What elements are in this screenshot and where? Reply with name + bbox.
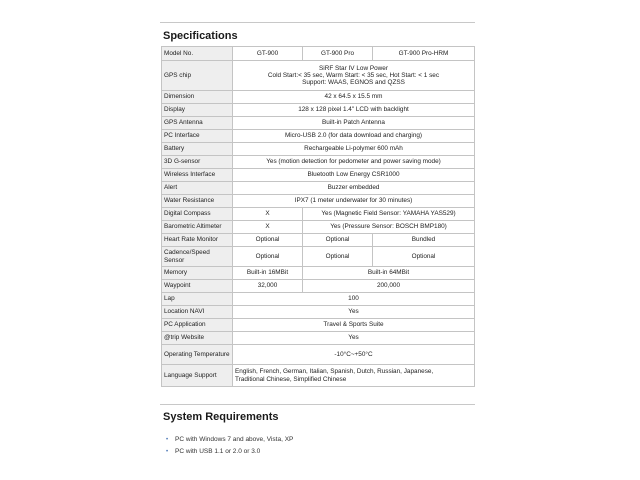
table-row	[162, 117, 475, 130]
language-line: Traditional Chinese, Simplified Chinese	[235, 375, 347, 383]
spec-value-cadence: Optional	[303, 247, 373, 267]
spec-value-water: IPX7 (1 meter underwater for 30 minutes)	[233, 195, 475, 208]
requirements-list	[166, 434, 293, 458]
spec-value-lap: 100	[233, 293, 475, 306]
spec-value-waypoint-pro: 200,000	[303, 280, 475, 293]
top-divider	[160, 22, 475, 23]
spec-label-g-sensor: 3D G-sensor	[162, 156, 233, 169]
spec-value-compass-base: X	[233, 208, 303, 221]
spec-value-language	[233, 365, 475, 387]
table-row	[162, 130, 475, 143]
spec-label-display: Display	[162, 104, 233, 117]
gps-chip-line: SiRF Star IV Low Power	[319, 64, 388, 72]
bullet-icon: •	[166, 449, 169, 455]
spec-value-waypoint-base: 32,000	[233, 280, 303, 293]
spec-label-language: Language Support	[162, 365, 233, 387]
table-row	[162, 208, 475, 221]
spec-value-compass-pro: Yes (Magnetic Field Sensor: YAMAHA YAS529)	[303, 208, 475, 221]
spec-label-pc-app: PC Application	[162, 319, 233, 332]
model-gt900-pro: GT-900 Pro	[303, 47, 373, 61]
spec-label-dimension: Dimension	[162, 91, 233, 104]
table-row	[162, 47, 475, 61]
table-row	[162, 169, 475, 182]
table-row	[162, 247, 475, 267]
spec-value-website: Yes	[233, 332, 475, 345]
table-row	[162, 104, 475, 117]
spec-value-g-sensor: Yes (motion detection for pedometer and power saving mode)	[233, 156, 475, 169]
spec-value-memory-base: Built-in 16MBit	[233, 267, 303, 280]
table-row	[162, 221, 475, 234]
spec-label-model: Model No.	[162, 47, 233, 61]
spec-label-memory: Memory	[162, 267, 233, 280]
spec-value-alert: Buzzer embedded	[233, 182, 475, 195]
table-row	[162, 332, 475, 345]
model-gt900: GT-900	[233, 47, 303, 61]
spec-value-wireless: Bluetooth Low Energy CSR1000	[233, 169, 475, 182]
specifications-table	[161, 46, 475, 387]
spec-value-display: 128 x 128 pixel 1.4" LCD with backlight	[233, 104, 475, 117]
spec-value-dimension: 42 x 64.5 x 15.5 mm	[233, 91, 475, 104]
table-row	[162, 195, 475, 208]
spec-value-temperature: -10°C~+50°C	[233, 345, 475, 365]
spec-value-altimeter-pro: Yes (Pressure Sensor: BOSCH BMP180)	[303, 221, 475, 234]
spec-label-cadence: Cadence/Speed Sensor	[162, 247, 233, 267]
spec-label-waypoint: Waypoint	[162, 280, 233, 293]
spec-value-heart-rate: Bundled	[373, 234, 475, 247]
table-row	[162, 293, 475, 306]
spec-value-pc-app: Travel & Sports Suite	[233, 319, 475, 332]
spec-label-website: @trip Website	[162, 332, 233, 345]
spec-value-altimeter-base: X	[233, 221, 303, 234]
system-requirements-heading: System Requirements	[163, 411, 279, 423]
section-divider	[160, 404, 475, 405]
spec-label-lap: Lap	[162, 293, 233, 306]
spec-value-pc-interface: Micro-USB 2.0 (for data download and charging)	[233, 130, 475, 143]
spec-value-gps-antenna: Built-in Patch Antenna	[233, 117, 475, 130]
spec-label-heart-rate: Heart Rate Monitor	[162, 234, 233, 247]
list-item	[166, 434, 293, 446]
spec-value-memory-pro: Built-in 64MBit	[303, 267, 475, 280]
spec-label-navi: Location NAVI	[162, 306, 233, 319]
table-row	[162, 182, 475, 195]
spec-label-temperature: Operating Temperature	[162, 345, 233, 365]
spec-label-pc-interface: PC Interface	[162, 130, 233, 143]
spec-value-cadence: Optional	[233, 247, 303, 267]
spec-value-gps-chip	[233, 61, 475, 91]
spec-label-compass: Digital Compass	[162, 208, 233, 221]
gps-chip-line: Support: WAAS, EGNOS and QZSS	[302, 79, 405, 87]
gps-chip-line: Cold Start:< 35 sec, Warm Start: < 35 sec, Hot Start: < 1 sec	[267, 71, 440, 79]
spec-value-heart-rate: Optional	[233, 234, 303, 247]
spec-label-gps-chip: GPS chip	[162, 61, 233, 91]
spec-value-heart-rate: Optional	[303, 234, 373, 247]
list-item	[166, 446, 293, 458]
spec-value-navi: Yes	[233, 306, 475, 319]
table-row	[162, 345, 475, 365]
spec-label-alert: Alert	[162, 182, 233, 195]
table-row	[162, 319, 475, 332]
table-row	[162, 91, 475, 104]
spec-value-cadence: Optional	[373, 247, 475, 267]
table-row	[162, 156, 475, 169]
spec-label-gps-antenna: GPS Antenna	[162, 117, 233, 130]
model-gt900-pro-hrm: GT-900 Pro-HRM	[373, 47, 475, 61]
table-row	[162, 280, 475, 293]
table-row	[162, 234, 475, 247]
table-row	[162, 143, 475, 156]
requirement-text: PC with USB 1.1 or 2.0 or 3.0	[175, 448, 261, 455]
bullet-icon: •	[166, 437, 169, 443]
spec-label-wireless: Wireless Interface	[162, 169, 233, 182]
table-row	[162, 306, 475, 319]
requirement-text: PC with Windows 7 and above, Vista, XP	[175, 436, 294, 443]
table-row	[162, 61, 475, 91]
spec-label-battery: Battery	[162, 143, 233, 156]
table-row	[162, 267, 475, 280]
language-line: English, French, German, Italian, Spanish, Dutch, Russian, Japanese,	[235, 368, 434, 376]
spec-label-altimeter: Barometric Altimeter	[162, 221, 233, 234]
table-row	[162, 365, 475, 387]
spec-value-battery: Rechargeable Li-polymer 600 mAh	[233, 143, 475, 156]
specifications-heading: Specifications	[163, 30, 238, 42]
spec-label-water: Water Resistance	[162, 195, 233, 208]
